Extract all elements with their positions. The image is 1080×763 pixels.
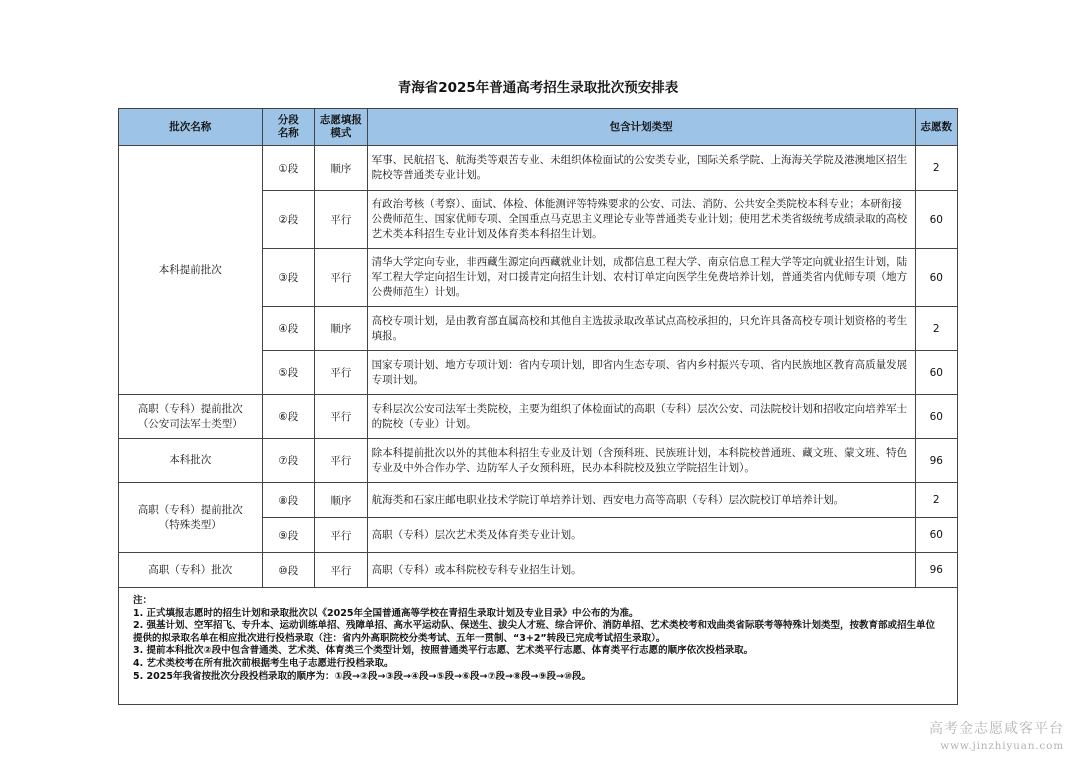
count-cell: 60 [915, 518, 957, 553]
header-segment-line-1: 分段 [277, 114, 299, 126]
segment-cell: ⑤段 [262, 351, 315, 395]
plan-cell: 高职（专科）层次艺术类及体育类专业计划。 [367, 518, 915, 553]
header-segment-name [262, 109, 315, 146]
mode-cell: 平行 [315, 439, 368, 483]
watermark-name: 高考金志愿咸客平台 [929, 721, 1064, 737]
count-cell: 60 [915, 395, 957, 439]
segment-cell: ①段 [262, 146, 315, 191]
header-fill-mode [315, 109, 368, 146]
note-item: 3. 提前本科批次②段中包含普通类、艺术类、体育类三个类型计划，按照普通类平行志愿、艺术类平行志愿、体育类平行志愿的顺序依次投档录取。 [133, 645, 754, 657]
header-mode-line-2: 模式 [330, 127, 352, 139]
note-item: 4. 艺术类校考在所有批次前根据考生电子志愿进行投档录取。 [133, 657, 394, 669]
table-row [119, 439, 958, 483]
table-row [119, 395, 958, 439]
segment-cell: ③段 [262, 249, 315, 307]
page-title: 青海省2025年普通高考招生录取批次预安排表 [397, 80, 679, 96]
mode-cell: 平行 [315, 191, 368, 249]
segment-cell: ⑥段 [262, 395, 315, 439]
watermark-url: www.jinzhiyuan.com [940, 740, 1064, 752]
batch-name-cell [119, 395, 263, 439]
table-header-row [119, 109, 958, 146]
segment-cell: ②段 [262, 191, 315, 249]
notes-heading: 注： [133, 595, 153, 606]
count-cell: 2 [915, 146, 957, 191]
plan-cell: 专科层次公安司法军士类院校，主要为组织了体检面试的高职（专科）层次公安、司法院校计划和招收定向培养军士的院校（专业）计划。 [367, 395, 915, 439]
batch-name-cell: 本科批次 [119, 439, 263, 483]
mode-cell: 顺序 [315, 146, 368, 191]
plan-cell: 清华大学定向专业，非西藏生源定向西藏就业计划，成都信息工程大学、南京信息工程大学等定向就业招生计划，陆军工程大学定向招生计划，对口援青定向招生计划、农村订单定向医学生免费培养计划，普通类省内优师专项（地方公费师范生）计划。 [367, 249, 915, 307]
segment-cell: ⑩段 [262, 553, 315, 588]
header-segment-line-2: 名称 [277, 127, 299, 139]
plan-cell: 高校专项计划，是由教育部直属高校和其他自主选拔录取改革试点高校承担的，只允许具备高校专项计划资格的考生填报。 [367, 307, 915, 351]
plan-cell: 高职（专科）或本科院校专科专业招生计划。 [367, 553, 915, 588]
header-mode-line-1: 志愿填报 [319, 114, 362, 126]
plan-cell: 军事、民航招飞、航海类等艰苦专业、未组织体检面试的公安类专业，国际关系学院、上海海关学院及港澳地区招生院校等普通类专业计划。 [367, 146, 915, 191]
header-plan-types: 包含计划类型 [367, 109, 915, 146]
mode-cell: 平行 [315, 249, 368, 307]
batch-name-cell: 本科提前批次 [119, 146, 263, 395]
mode-cell: 平行 [315, 553, 368, 588]
count-cell: 60 [915, 191, 957, 249]
header-batch-name: 批次名称 [119, 109, 263, 146]
note-item: 2. 强基计划、空军招飞、专升本、运动训练单招、残障单招、高水平运动队、保送生、拔尖人才班、综合评价、消防单招、艺术类校考和戏曲类省际联考等特殊计划类型，按教育部或招生单位提供的拟录取名单在相应批次进行投档录取（注：省内外高职院校分类考试、五年一贯制、“3+2”转段已完成考试招生录取）。 [133, 620, 936, 644]
note-item: 1. 正式填报志愿时的招生计划和录取批次以《2025年全国普通高等学校在青招生录取计划及专业目录》中公布的为准。 [133, 607, 639, 619]
admission-batch-table [118, 108, 958, 588]
plan-cell: 有政治考核（考察）、面试、体检、体能测评等特殊要求的公安、司法、消防、公共安全类院校本科专业；本研衔接公费师范生、国家优师专项、全国重点马克思主义理论专业等普通类专业计划；使用艺术类省级统考成绩录取的高校艺术类本科招生专业计划及体育类本科招生计划。 [367, 191, 915, 249]
batch-name-cell [119, 483, 263, 553]
segment-cell: ⑨段 [262, 518, 315, 553]
batch-name-line-1: 高职（专科）提前批次 [137, 503, 243, 516]
segment-cell: ⑦段 [262, 439, 315, 483]
notes-box [118, 583, 958, 705]
batch-name-line-2: （公安司法军士类型） [137, 417, 243, 430]
table-row [119, 146, 958, 191]
mode-cell: 平行 [315, 518, 368, 553]
mode-cell: 平行 [315, 395, 368, 439]
count-cell: 2 [915, 307, 957, 351]
watermark [929, 718, 1064, 752]
batch-name-line-1: 高职（专科）提前批次 [137, 402, 243, 415]
count-cell: 96 [915, 553, 957, 588]
count-cell: 2 [915, 483, 957, 518]
table-row [119, 483, 958, 518]
count-cell: 96 [915, 439, 957, 483]
segment-cell: ⑧段 [262, 483, 315, 518]
note-item: 5. 2025年我省按批次分段投档录取的顺序为：①段→②段→③段→④段→⑤段→⑥段→⑦段→⑧段→⑨段→⑩段。 [133, 670, 592, 682]
header-choice-count: 志愿数 [915, 109, 957, 146]
plan-cell: 航海类和石家庄邮电职业技术学院订单培养计划、西安电力高等高职（专科）层次院校订单培养计划。 [367, 483, 915, 518]
segment-cell: ④段 [262, 307, 315, 351]
mode-cell: 顺序 [315, 307, 368, 351]
plan-cell: 除本科提前批次以外的其他本科招生专业及计划（含预科班、民族班计划，本科院校普通班、藏文班、蒙文班、特色专业及中外合作办学、边防军人子女预科班，民办本科院校及独立学院招生计划）。 [367, 439, 915, 483]
mode-cell: 平行 [315, 351, 368, 395]
count-cell: 60 [915, 249, 957, 307]
batch-name-cell: 高职（专科）批次 [119, 553, 263, 588]
plan-cell: 国家专项计划、地方专项计划：省内专项计划，即省内生态专项、省内乡村振兴专项、省内民族地区教育高质量发展专项计划。 [367, 351, 915, 395]
count-cell: 60 [915, 351, 957, 395]
mode-cell: 顺序 [315, 483, 368, 518]
batch-name-line-2: （特殊类型） [158, 518, 222, 531]
